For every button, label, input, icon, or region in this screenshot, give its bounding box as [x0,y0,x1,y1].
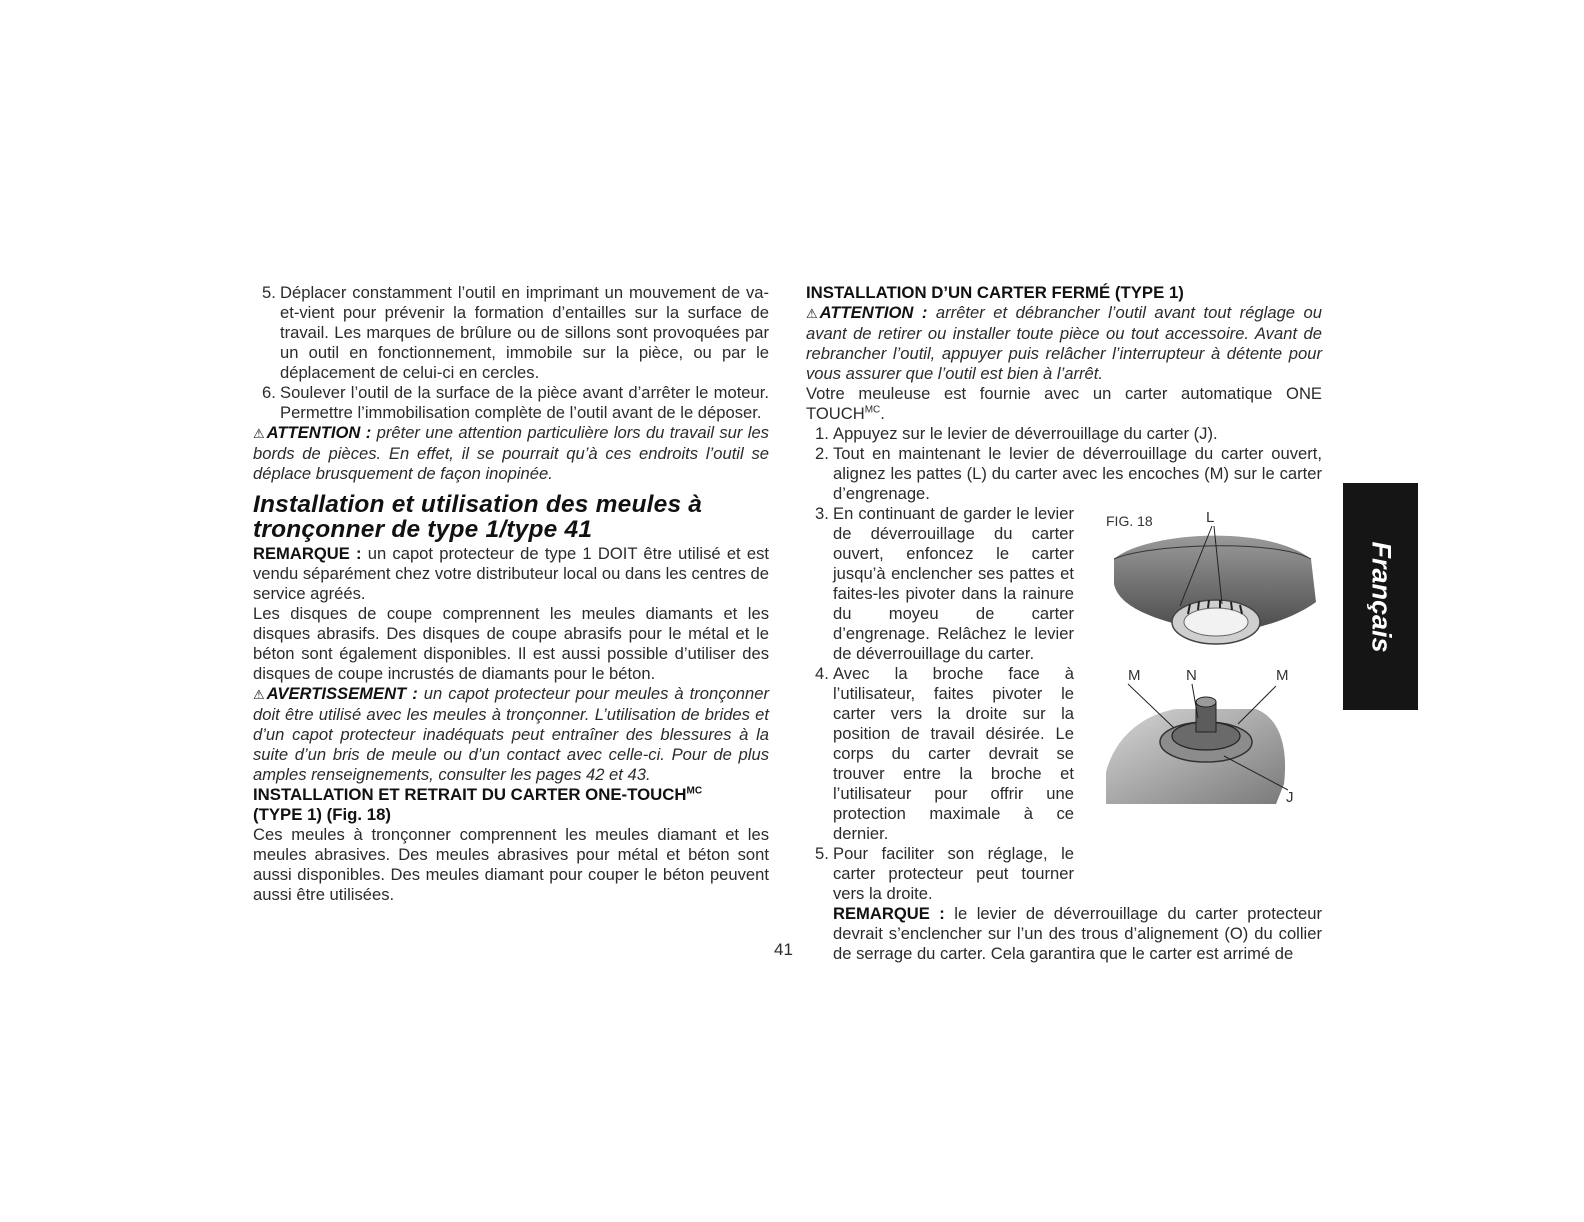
warning-icon: ⚠ [806,306,818,321]
language-tab [1343,483,1418,710]
figure-row [806,504,1322,904]
label-J: J [1286,789,1294,806]
list-item: 2. Tout en maintenant le levier de déverrouillage du carter ouvert, alignez les pattes (L) du carter avec les encoches (M) sur le carter d’engrenage. [815,444,1322,503]
list-item: 1. Appuyez sur le levier de déverrouillage du carter (J). [815,424,1218,443]
subsection-heading: INSTALLATION ET RETRAIT DU CARTER ONE-$TOUCH^{MC}$ (TYPE 1) (Fig. 18) [253,785,703,824]
attention-warning: ⚠ ATTENTION : prêter une attention particulière lors du travail sur les bords de pièces. En effet, il se pourrait qu’à ces endroits l’outil se déplace brusquement de façon inopinée. [253,423,769,483]
label-L: L [1206,509,1215,526]
list-item: 3. En continuant de garder le levier de déverrouillage du carter ouvert, enfoncez le carter jusqu’à enclencher ses pattes et faites-les pivoter dans la rainure du moyeu de carter d’engrenage. Relâchez le levier de déverrouillage du carter. [815,504,1074,663]
remarque-note: REMARQUE : un capot protecteur de type 1 DOIT être utilisé et est vendu séparément chez votre distributeur local ou dans les centres de service agréés. [253,544,770,603]
intro-paragraph: Votre meuleuse est fournie avec un carter automatique ONE $TOUCH^{MC}$. [806,384,1322,423]
guard-illustration [1106,504,1322,834]
steps-list-left [253,283,769,423]
list-item: 6. Soulever l’outil de la surface de la pièce avant d’arrêter le moteur. Permettre l’immobilisation complète de l’outil avant de le déposer. [262,383,769,422]
left-column [253,283,769,905]
list-item: 4. Avec la broche face à l’utilisateur, faites pivoter le carter vers la droite sur la position de travail désirée. Le corps du carter devrait se trouver entre la broche et l’utilisateur pour offrir une protection maximale à ce dernier. [815,664,1074,843]
page-number: 41 [774,940,793,959]
avertissement-warning: ⚠ AVERTISSEMENT : un capot protecteur pour meules à tronçonner doit être utilisé avec les meules à tronçonner. L’utilisation de brides et d’un capot protecteur inadéquats peut entraîner des blessures à la suite d’un bris de meule ou d’un contact avec celle-ci. Pour de plus amples renseignements, consulter les pages 42 et 43. [253,684,769,784]
attention-warning: ⚠ ATTENTION : arrêter et débrancher l’outil avant tout réglage ou avant de retirer ou installer toute pièce ou tout accessoire. Avant de rebrancher l’outil, appuyer puis relâcher l’interrupteur à détente pour vous assurer que l’outil est bien à l’arrêt. [806,303,1322,383]
figure-caption: FIG. 18 [1106,513,1153,529]
section-heading: Installation et utilisation des meules à tronçonner de type 1/type 41 [253,491,703,543]
list-item: 5. Déplacer constamment l’outil en imprimant un mouvement de va-et-vient pour prévenir la formation d’entailles sur la surface de travail. Les marques de brûlure ou de sillons sont provoquées par un outil en fonctionnement, immobile sur la pièce, ou par le déplacement de celui-ci en cercles. [262,283,769,382]
right-column [806,283,1322,964]
figure-18 [1106,504,1322,834]
warning-icon: ⚠ [253,426,265,441]
remarque-note: REMARQUE : le levier de déverrouillage du carter protecteur devrait s’enclencher sur l’un des trous d’alignement (O) du collier de serrage du carter. Cela garantira que le carter est arrimé de [833,904,1322,963]
language-tab-label: Français [1366,540,1396,653]
paragraph: Les disques de coupe comprennent les meules diamants et les disques abrasifs. Des disques de coupe abrasifs pour le métal et le béton sont également disponibles. Il est aussi possible d’utiliser des disques de coupe incrustés de diamants pour le béton. [253,604,769,683]
steps-list-figure [806,504,1074,904]
paragraph: Ces meules à tronçonner comprennent les meules diamant et les meules abrasives. Des meules abrasives pour métal et béton sont aussi disponibles. Des meules diamant pour couper le béton peuvent aussi être utilisées. [253,825,769,904]
warning-icon: ⚠ [253,687,265,702]
list-item: 5. Pour faciliter son réglage, le carter protecteur peut tourner vers la droite. [815,844,1074,903]
label-M: M [1276,667,1289,684]
steps-list-right [806,424,1322,504]
subsection-heading: INSTALLATION D’UN CARTER FERMÉ (TYPE 1) [806,283,1184,302]
label-M: M [1128,667,1141,684]
label-N: N [1186,667,1197,684]
